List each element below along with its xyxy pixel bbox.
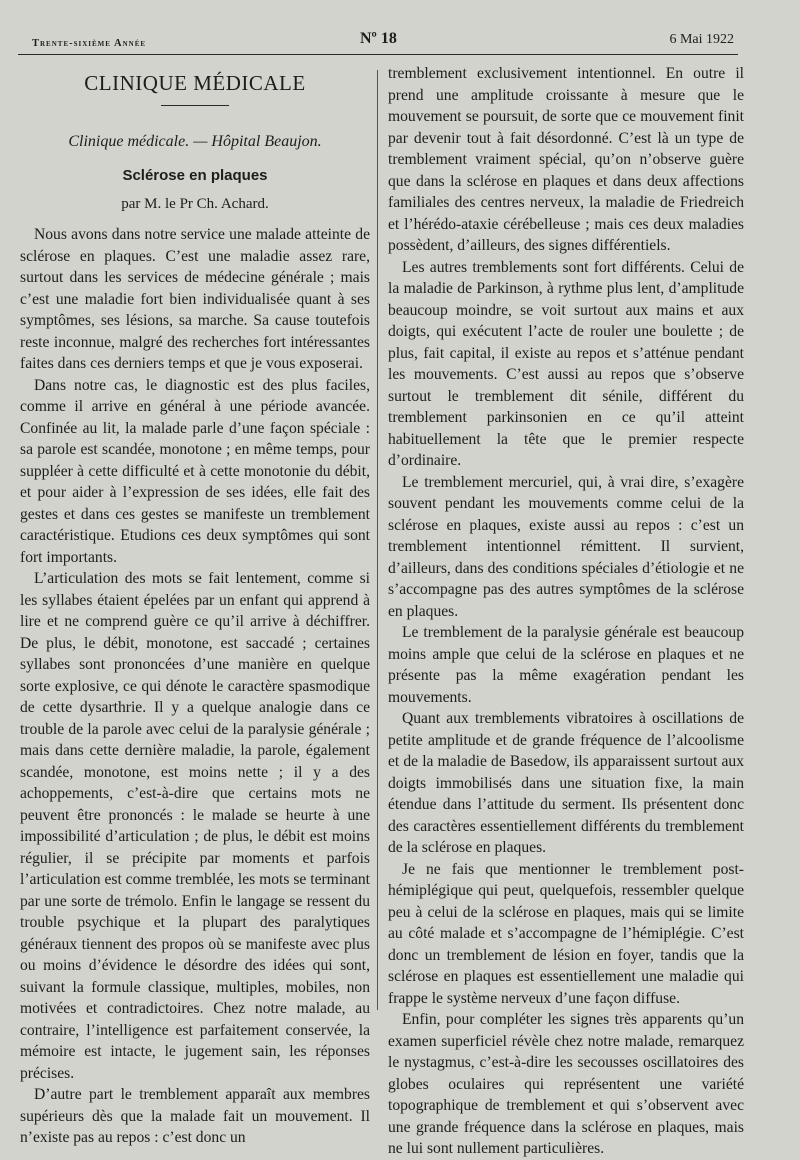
running-header xyxy=(20,30,734,54)
section-title: CLINIQUE MÉDICALE xyxy=(84,71,306,95)
header-rule xyxy=(18,54,738,55)
volume-year: Trente-sixième Année xyxy=(32,38,147,49)
right-column xyxy=(388,63,744,1160)
column-divider xyxy=(377,70,378,1010)
paragraph: L’articulation des mots se fait lentement, comme si les syllabes étaient épelées par un enfant qui apprend à lire et ne comprend guère ce qu’il arrive à déchiffrer. De plus, le débit, monotone, est saccadé ; certaines syllabes sont prononcées d’une manière en quelque sorte explosive, ce qui dénote le caractère spasmodique de cette dysarthrie. Il y a quelque analogie dans ce trouble de la parole avec celui de la paralysie générale ; mais dans cette dernière maladie, la parole, également scandée, monotone, est moins nette ; il y a des achoppements, c’est-à-dire que certains mots ne peuvent être prononcés : le malade se heurte à une impossibilité d’articulation ; de plus, le débit est moins régulier, il se précipite par moments et parfois l’articulation est comme tremblée, les mots se terminant par une sorte de trémolo. Enfin le langage se ressent du trouble psychique et la plupart des paralytiques généraux tiennent des propos où se manifeste avec plus ou moins d’évidence le désordre des idées qui sont, suivant la formule classique, multiples, mobiles, non motivées et contradictoires. Chez notre malade, au contraire, l’intelligence est parfaitement conservée, la mémoire est intacte, le jugement sain, les réponses précises. xyxy=(20,570,370,1082)
article-author: par M. le Pr Ch. Achard. xyxy=(121,196,269,212)
paragraph: Les autres tremblements sont fort différents. Celui de la maladie de Parkinson, à rythme plus lent, d’amplitude beaucoup moindre, se voit surtout aux mains et aux doigts, qui exécutent l’acte de rouler une boulette ; de plus, fait capital, il existe au repos et s’atténue pendant les mouvements. C’est aussi au repos que s’observe surtout le tremblement dit sénile, différent du tremblement parkinsonien en ce qu’il atteint habituellement la tête que le premier respecte d’ordinaire. xyxy=(388,258,744,469)
paragraph: Enfin, pour compléter les signes très apparents qu’un examen superficiel révèle chez notre malade, remarquez le nystagmus, c’est-à-dire les secousses oscillatoires des globes oculaires qui représentent une variété topographique de tremblement et qui s’observent avec une grande fréquence dans la sclérose en plaques, mais ne lui sont nullement particulières. xyxy=(388,1011,744,1157)
issue-number: Nº 18 xyxy=(360,30,397,47)
paragraph: Nous avons dans notre service une malade atteinte de sclérose en plaques. C’est une maladie assez rare, surtout dans les services de médecine générale ; mais c’est une maladie fort bien individualisée quant à ses symptômes, ses lésions, sa marche. Sa cause toutefois reste inconnue, malgré des recherches fort intéressantes faites dans ces derniers temps et que je vous exposerai. xyxy=(20,226,370,372)
article-title: Sclérose en plaques xyxy=(122,167,268,184)
paragraph: Le tremblement de la paralysie générale est beaucoup moins ample que celui de la sclérose en plaques et ne présente pas la même exagération pendant les mouvements. xyxy=(388,624,744,706)
paragraph: D’autre part le tremblement apparaît aux membres supérieurs dès que la malade fait un mouvement. Il n’existe pas au repos : c’est donc un xyxy=(20,1086,370,1146)
paragraph: Le tremblement mercuriel, qui, à vrai dire, s’exagère souvent pendant les mouvements comme celui de la sclérose en plaques, existe aussi au repos : c’est un tremblement intentionnel rémittent. Il survient, d’ailleurs, dans des conditions spéciales d’étiologie et ne s’accompagne pas des autres symptômes de la sclérose en plaques. xyxy=(388,473,744,620)
paragraph: Je ne fais que mentionner le tremblement post-hémiplégique qui peut, quelquefois, ressembler quelque peu à celui de la sclérose en plaques, mais qui se limite au côté malade et s’accompagne de l’hémiplégie. C’est donc un tremblement de lésion en foyer, tandis que la sclérose en plaques est essentiellement une maladie qui frappe le système nerveux d’une façon diffuse. xyxy=(388,860,744,1007)
paragraph-continued: tremblement exclusivement intentionnel. En outre il prend une amplitude croissante à mesure que le mouvement se poursuit, de sorte que ce mouvement finit par devenir tout à fait désordonné. C’est là un type de tremblement vraiment spécial, qu’on n’observe guère que dans la sclérose en plaques et dans deux affections familiales des centres nerveux, la maladie de Friedreich et l’hérédo-ataxie cérébelleuse ; mais ces deux maladies possèdent, d’ailleurs, des signes différentiels. xyxy=(388,65,744,254)
section-rule xyxy=(161,105,229,106)
paragraph: Dans notre cas, le diagnostic est des plus faciles, comme il arrive en général à une période avancée. Confinée au lit, la malade parle d’une façon spéciale : sa parole est scandée, monotone ; en même temps, pour suppléer à cette difficulté et à cette monotonie du débit, et pour aider à l’expression de ses idées, elle fait des gestes et dans ces gestes se manifeste un tremblement caractéristique. Etudions ces deux symptômes qui sont fort importants. xyxy=(20,376,370,566)
paragraph: Quant aux tremblements vibratoires à oscillations de petite amplitude et de grande fréquence de l’alcoolisme et de la maladie de Basedow, ils apparaissent surtout aux doigts immobilisés dans une situation fixe, la main étendue dans l’attitude du serment. Ils présentent donc des caractères essentiellement différents du tremblement de la sclérose en plaques. xyxy=(388,710,744,856)
left-column xyxy=(20,66,370,1149)
section-subtitle: Clinique médicale. — Hôpital Beaujon. xyxy=(68,133,322,150)
issue-date: 6 Mai 1922 xyxy=(669,32,734,47)
